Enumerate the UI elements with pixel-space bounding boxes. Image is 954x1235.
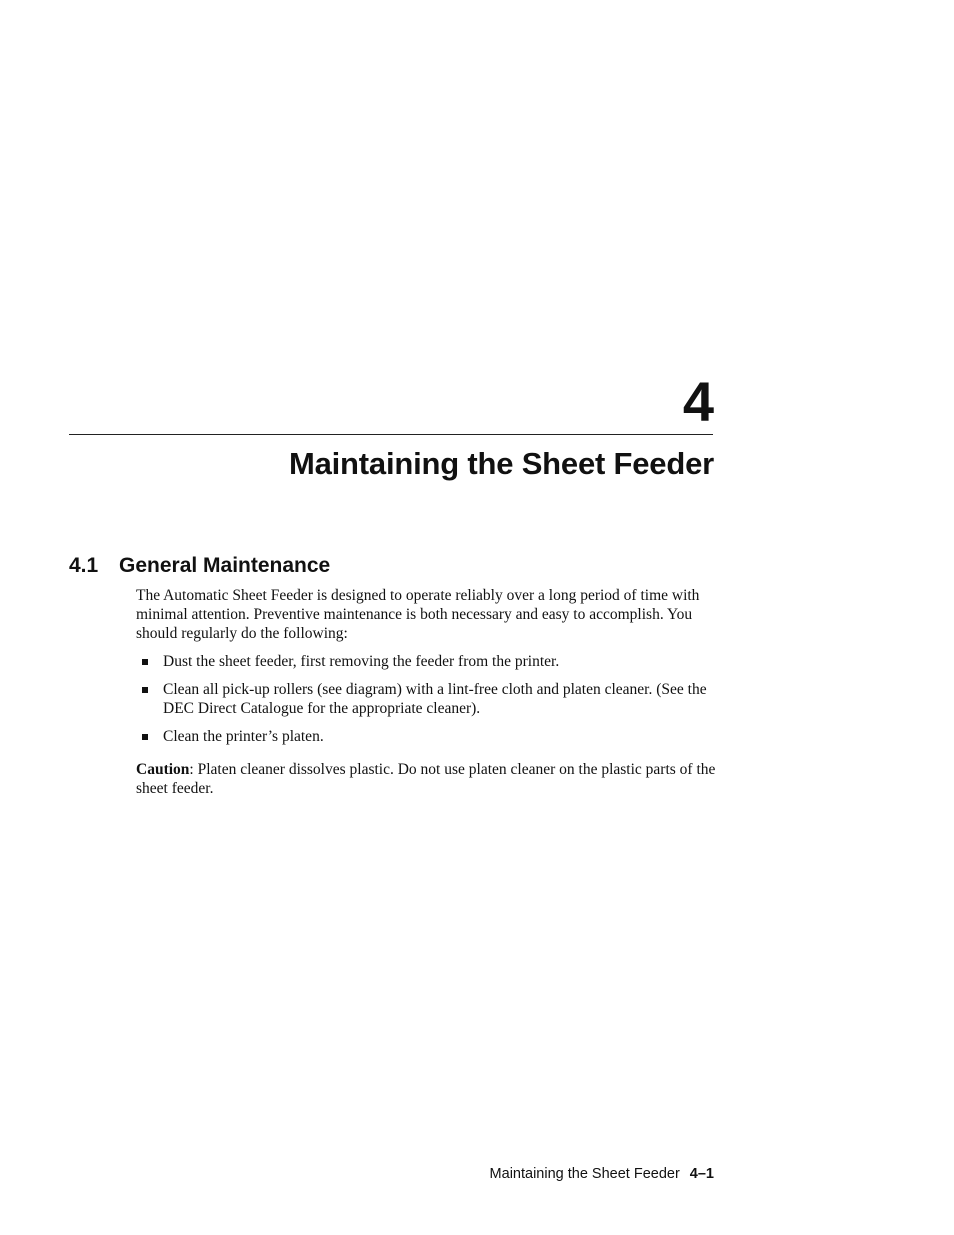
list-item-text: Dust the sheet feeder, first removing the feeder from the printer. <box>163 653 560 670</box>
chapter-title: Maintaining the Sheet Feeder <box>288 446 714 481</box>
list-item <box>136 727 716 746</box>
caution-text: : Platen cleaner dissolves plastic. Do not use platen cleaner on the plastic parts of the sheet feeder. <box>136 761 716 797</box>
section-number: 4.1 <box>69 554 99 577</box>
list-item-text: Clean all pick-up rollers (see diagram) with a lint-free cloth and platen cleaner. (See the DEC Direct Catalogue for the appropriate cleaner). <box>163 681 707 717</box>
section-heading <box>69 552 330 580</box>
list-item <box>136 652 716 671</box>
chapter-number: 4 <box>682 370 714 433</box>
caution-label: Caution <box>136 761 190 778</box>
page-footer <box>490 1164 714 1184</box>
square-bullet-icon <box>142 687 148 693</box>
footer-page-number: 4–1 <box>689 1166 714 1182</box>
intro-paragraph: The Automatic Sheet Feeder is designed to operate reliably over a long period of time with minimal attention. Preventive maintenance is both necessary and easy to accomplish. You should regularly do the following: <box>136 587 700 642</box>
maintenance-list <box>136 652 716 755</box>
list-item-text: Clean the printer’s platen. <box>163 728 324 745</box>
square-bullet-icon <box>142 659 148 665</box>
square-bullet-icon <box>142 734 148 740</box>
footer-running-title: Maintaining the Sheet Feeder <box>489 1166 680 1182</box>
section-title: General Maintenance <box>119 554 331 577</box>
list-item <box>136 680 716 718</box>
caution-paragraph <box>136 760 716 798</box>
chapter-divider <box>69 434 713 435</box>
